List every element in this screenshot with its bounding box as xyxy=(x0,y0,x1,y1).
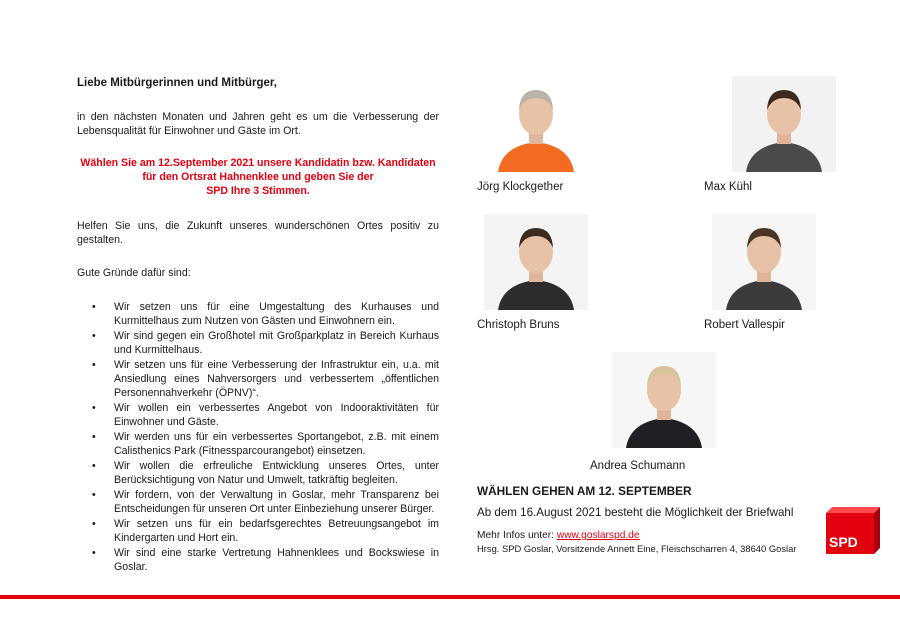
bullet-icon: • xyxy=(92,431,96,443)
candidate-photo xyxy=(484,214,588,310)
bullet-icon: • xyxy=(92,547,96,559)
list-item-text: Wir setzen uns für ein bedarfsgerechtes Betreuungsangebot im Kindergarten und Hort ein. xyxy=(114,518,439,544)
more-info-label: Mehr Infos unter: xyxy=(477,530,557,541)
reasons-label: Gute Gründe dafür sind: xyxy=(77,267,191,279)
list-item xyxy=(77,358,439,400)
bullet-icon: • xyxy=(92,489,96,501)
candidate-name: Max Kühl xyxy=(704,181,752,193)
callout-line: Wählen Sie am 12.September 2021 unsere Kandidatin bzw. Kandidaten xyxy=(80,157,436,169)
bullet-icon: • xyxy=(92,301,96,313)
candidate-name: Christoph Bruns xyxy=(477,319,560,331)
reasons-list xyxy=(77,300,439,575)
list-item-text: Wir sind eine starke Vertretung Hahnenklees und Bockswiese in Goslar. xyxy=(114,547,439,573)
list-item xyxy=(77,546,439,574)
list-item xyxy=(77,430,439,458)
list-item-text: Wir wollen die erfreuliche Entwicklung unseres Ortes, unter Berücksichtigung von Natur und Umwelt, tatkräftig begleiten. xyxy=(114,460,439,486)
candidate-name: Jörg Klockgether xyxy=(477,181,564,193)
website-link[interactable]: www.goslarspd.de xyxy=(556,530,640,541)
list-item-text: Wir setzen uns für eine Umgestaltung des Kurhauses und Kurmittelhaus zum Nutzen von Gästen und Einwohnern ein. xyxy=(114,301,439,327)
list-item-text: Wir werden uns für ein verbessertes Sportangebot, z.B. mit einem Calisthenics Park (Fitnessparcourangebot) einsetzen. xyxy=(114,431,439,457)
candidate-name: Andrea Schumann xyxy=(590,460,686,472)
candidate-name: Robert Vallespir xyxy=(704,319,785,331)
candidate-photo xyxy=(732,76,836,172)
list-item-text: Wir fordern, von der Verwaltung in Goslar, mehr Transparenz bei Entscheidungen für unseren Ort unter Einbeziehung unserer Bürger. xyxy=(114,489,439,515)
list-item-text: Wir wollen ein verbessertes Angebot von Indooraktivitäten für Einwohner und Gäste. xyxy=(114,402,439,428)
list-item xyxy=(77,459,439,487)
letter-help: Helfen Sie uns, die Zukunft unseres wunderschönen Ortes positiv zu gestalten. xyxy=(77,220,439,246)
vote-headline: WÄHLEN GEHEN AM 12. SEPTEMBER xyxy=(477,484,692,498)
bullet-icon: • xyxy=(92,460,96,472)
bullet-icon: • xyxy=(92,518,96,530)
list-item-text: Wir sind gegen ein Großhotel mit Großparkplatz in Bereich Kurhaus und Kurmittelhaus. xyxy=(114,330,439,356)
bullet-icon: • xyxy=(92,359,96,371)
vote-callout xyxy=(77,156,439,198)
callout-line: für den Ortsrat Hahnenklee und geben Sie der xyxy=(142,171,374,183)
letter-greeting: Liebe Mitbürgerinnen und Mitbürger, xyxy=(77,77,277,89)
footer-rule xyxy=(0,595,900,599)
list-item xyxy=(77,329,439,357)
publisher-line: Hrsg. SPD Goslar, Vorsitzende Annett Eine, Fleischscharren 4, 38640 Goslar xyxy=(477,543,797,554)
list-item xyxy=(77,517,439,545)
candidate-photo xyxy=(484,76,588,172)
bullet-icon: • xyxy=(92,330,96,342)
list-item xyxy=(77,300,439,328)
bullet-icon: • xyxy=(92,402,96,414)
list-item-text: Wir setzen uns für eine Verbesserung der Infrastruktur ein, u.a. mit Ansiedlung eines Nahversorgers und verbessertem „öffentlichen Personennahverkehr (ÖPNV)“. xyxy=(114,359,439,399)
list-item xyxy=(77,401,439,429)
candidate-photo xyxy=(612,352,716,448)
candidate-photo xyxy=(712,214,816,310)
letter-intro: in den nächsten Monaten und Jahren geht es um die Verbesserung der Lebensqualität für Einwohner und Gäste im Ort. xyxy=(77,111,439,137)
callout-line: SPD Ihre 3 Stimmen. xyxy=(206,185,310,197)
more-info xyxy=(477,530,640,541)
spd-logo xyxy=(826,507,880,554)
spd-logo-text: SPD xyxy=(829,534,858,550)
list-item xyxy=(77,488,439,516)
briefwahl-note: Ab dem 16.August 2021 besteht die Möglichkeit der Briefwahl xyxy=(477,506,794,519)
